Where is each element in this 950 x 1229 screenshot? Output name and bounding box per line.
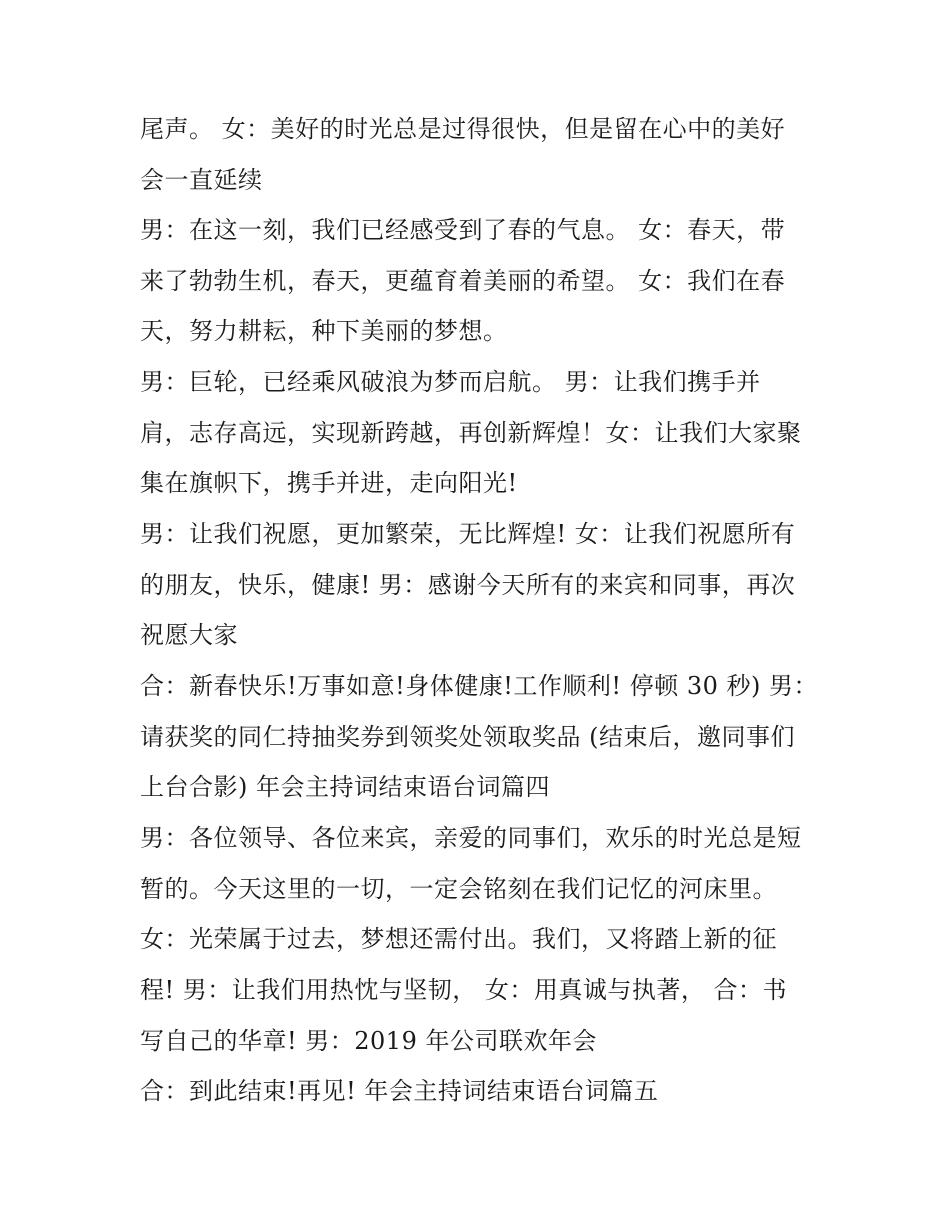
text-line: 尾声。 女：美好的时光总是过得很快，但是留在心中的美好	[140, 115, 786, 143]
text-line: 写自己的华章! 男：2019 年公司联欢年会	[140, 1027, 597, 1055]
text-line: 男：让我们祝愿，更加繁荣，无比辉煌! 女：让我们祝愿所有	[140, 520, 796, 548]
text-line: 男：各位领导、各位来宾，亲爱的同事们，欢乐的时光总是短	[140, 824, 802, 852]
text-line: 暂的。今天这里的一切，一定会铭刻在我们记忆的河床里。	[140, 875, 777, 903]
text-line: 请获奖的同仁持抽奖券到领奖处领取奖品 (结束后，邀同事们	[140, 723, 795, 751]
text-line: 合：到此结束!再见! 年会主持词结束语台词篇五	[140, 1077, 659, 1105]
text-line: 来了勃勃生机，春天，更蕴育着美丽的希望。 女：我们在春	[140, 267, 786, 295]
text-line: 合：新春快乐!万事如意!身体健康!工作顺利! 停顿 30 秒) 男：	[140, 672, 818, 700]
text-line: 会一直延续	[140, 166, 263, 194]
text-line: 集在旗帜下，携手并进，走向阳光!	[140, 469, 518, 497]
text-line: 祝愿大家	[140, 621, 238, 649]
text-line: 女：光荣属于过去，梦想还需付出。我们，又将踏上新的征	[140, 925, 777, 953]
text-line: 天，努力耕耘，种下美丽的梦想。	[140, 317, 508, 345]
text-line: 男：巨轮，已经乘风破浪为梦而启航。 男：让我们携手并	[140, 368, 761, 396]
text-line: 程! 男：让我们用热忱与坚韧， 女：用真诚与执著， 合：书	[140, 976, 788, 1004]
text-line: 上台合影) 年会主持词结束语台词篇四	[140, 773, 550, 801]
text-line: 的朋友，快乐，健康! 男：感谢今天所有的来宾和同事，再次	[140, 571, 796, 599]
text-line: 肩，志存高远，实现新跨越，再创新辉煌！女：让我们大家聚	[140, 419, 802, 447]
text-line: 男：在这一刻，我们已经感受到了春的气息。 女：春天，带	[140, 216, 786, 244]
